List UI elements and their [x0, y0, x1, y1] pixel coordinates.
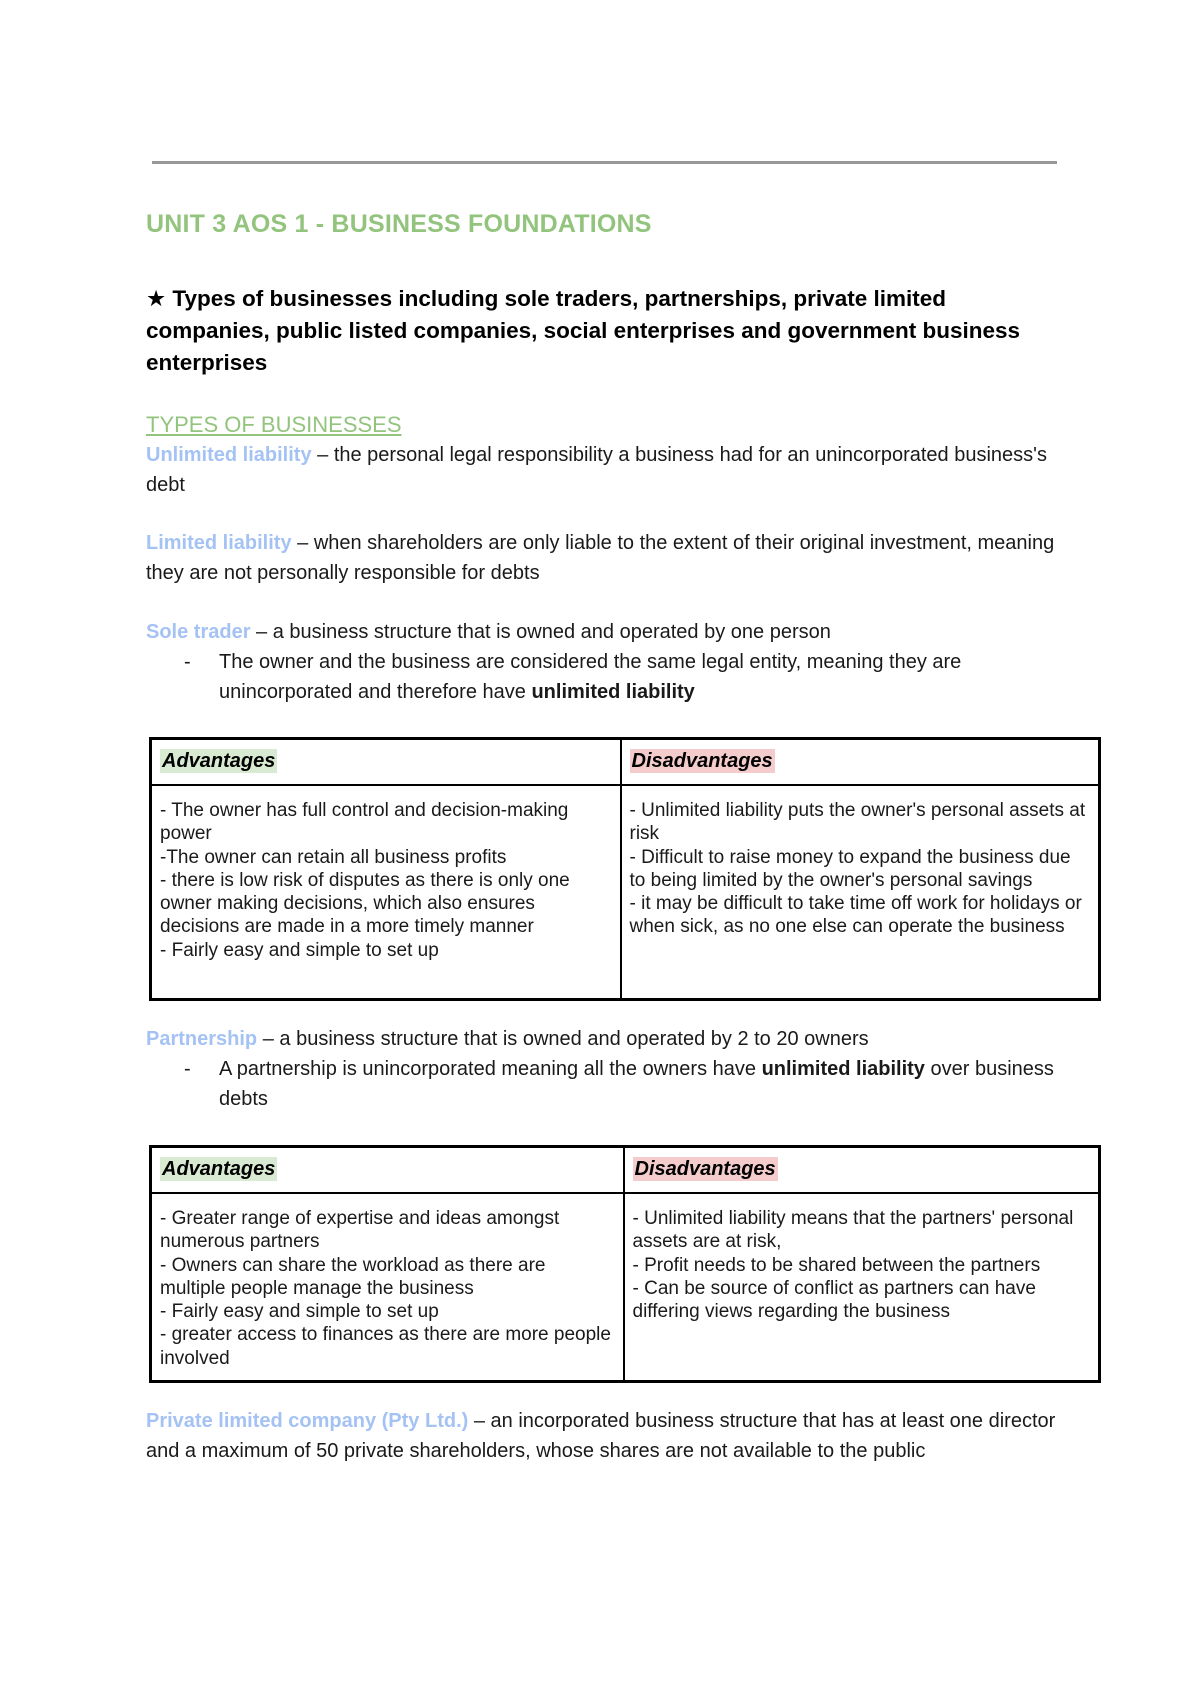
disadvantages-header: Disadvantages [631, 750, 773, 773]
table-row [151, 785, 1100, 1000]
table-header-row [151, 1147, 1100, 1194]
bullet-text [219, 1055, 1069, 1114]
bullet-text-plain: A partnership is unincorporated meaning all the owners have [219, 1058, 762, 1080]
term-limited-liability: Limited liability [146, 532, 292, 554]
sole-trader-table [149, 737, 1101, 1001]
definition-sole-trader [146, 618, 1066, 648]
advantages-header-cell [151, 739, 621, 786]
disadvantages-header: Disadvantages [634, 1158, 776, 1181]
disadvantages-header-cell [624, 1147, 1100, 1194]
advantages-cell [151, 1193, 624, 1382]
partnership-table [149, 1145, 1101, 1383]
disadvantages-list: - Unlimited liability puts the owner's personal assets at risk - Difficult to raise money to expand the business due to being limited by the owner's personal savings - it may be difficult to take time off work for holidays or when sick, as no one else can operate the business [629, 800, 1086, 938]
definition-private-limited-company [146, 1407, 1066, 1466]
definition-text: – an incorporated business structure that has at least one director and a maximum of 50 private shareholders, whose shares are not available to the public [146, 1410, 1056, 1462]
advantages-list: - Greater range of expertise and ideas amongst numerous partners - Owners can share the workload as there are multiple people manage the business - Fairly easy and simple to set up - greater access to finances as there are more people involved [160, 1208, 611, 1369]
disadvantages-header-cell [621, 739, 1100, 786]
term-partnership: Partnership [146, 1028, 258, 1050]
bullet-text-bold: unlimited liability [531, 680, 695, 703]
bullet-dash: - [184, 651, 191, 673]
bullet-text [219, 648, 1069, 707]
disadvantages-list: - Unlimited liability means that the partners' personal assets are at risk, - Profit needs to be shared between the partners - Can be source of conflict as partners can have differing views regarding the business [632, 1208, 1074, 1323]
definition-partnership [146, 1025, 1066, 1055]
definition-text: – the personal legal responsibility a business had for an unincorporated business's debt [146, 444, 1047, 496]
advantages-header-cell [151, 1147, 624, 1194]
advantages-header: Advantages [162, 1158, 276, 1181]
advantages-header: Advantages [162, 750, 276, 773]
advantages-list: - The owner has full control and decision-making power -The owner can retain all business profits - there is low risk of disputes as there is only one owner making decisions, which also ensures decisions are made in a more timely manner - Fairly easy and simple to set up [160, 800, 570, 961]
table-row [151, 1193, 1100, 1382]
bullet-text-plain: The owner and the business are considered the same legal entity, meaning they are unincorporated and therefore have [219, 651, 962, 703]
bullet-dash: - [184, 1058, 191, 1080]
bullet-text-bold: unlimited liability [761, 1058, 925, 1080]
term-unlimited-liability: Unlimited liability [146, 444, 312, 466]
term-sole-trader: Sole trader [146, 621, 251, 643]
definition-text: – a business structure that is owned and operated by 2 to 20 owners [257, 1028, 869, 1050]
horizontal-rule [152, 161, 1057, 164]
study-objective: ★ Types of businesses including sole traders, partnerships, private limited companies, public listed companies, social enterprises and government business enterprises [146, 286, 1021, 375]
definition-limited-liability [146, 529, 1066, 588]
definition-text: – a business structure that is owned and operated by one person [250, 621, 831, 643]
disadvantages-cell [621, 785, 1100, 1000]
advantages-cell [151, 785, 621, 1000]
definition-unlimited-liability [146, 441, 1066, 500]
unit-title: UNIT 3 AOS 1 - BUSINESS FOUNDATIONS [146, 210, 652, 238]
definition-text: – when shareholders are only liable to the extent of their original investment, meaning they are not personally responsible for debts [146, 532, 1055, 584]
table-header-row [151, 739, 1100, 786]
term-private-limited-company: Private limited company (Pty Ltd.) [146, 1410, 469, 1432]
bullet-text-after: over business debts [219, 1058, 1054, 1110]
section-heading: TYPES OF BUSINESSES [146, 412, 402, 437]
disadvantages-cell [624, 1193, 1100, 1382]
